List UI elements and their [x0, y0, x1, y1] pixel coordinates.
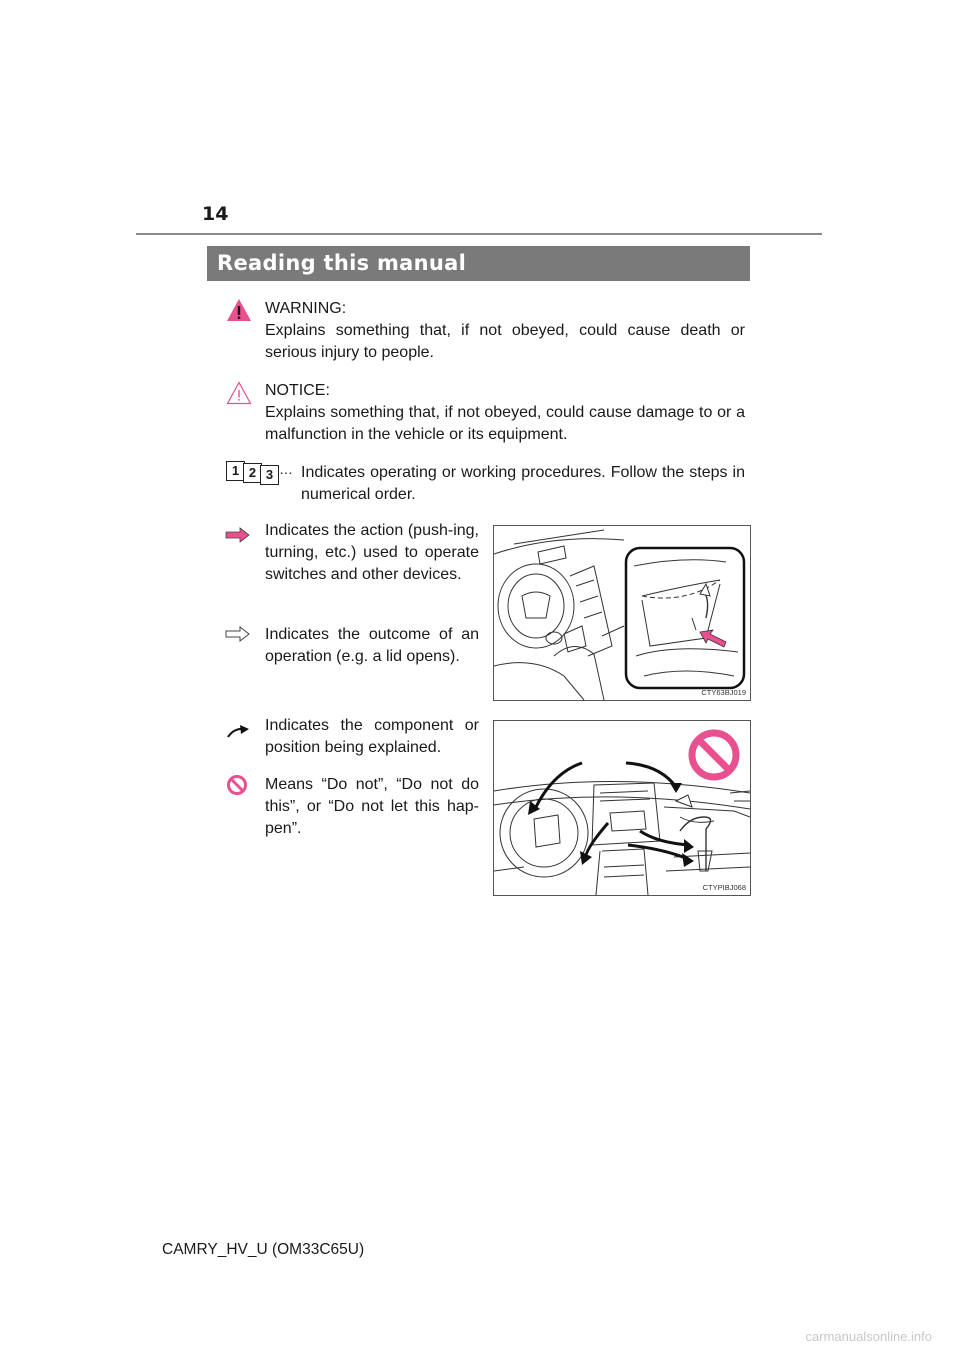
step-digit-2: 2: [243, 463, 262, 483]
warning-text: Explains something that, if not obeyed, could cause death or serious injury to people.: [265, 322, 745, 361]
warning-entry: [265, 298, 745, 364]
notice-icon: [226, 380, 252, 406]
notice-entry: [265, 380, 745, 446]
step-dots: …: [279, 461, 293, 477]
notice-label: NOTICE:: [265, 382, 330, 399]
step-numbers-icon: [226, 461, 298, 483]
step-digit-3: 3: [260, 465, 279, 485]
action-text: Indicates the action (push-ing, turning, etc.) used to operate switches and other devices.: [265, 522, 479, 583]
dashboard-drawing: [494, 721, 750, 895]
do-not-text: Means “Do not”, “Do not do this”, or “Do not let this hap-pen”.: [265, 776, 479, 837]
page-number: 14: [202, 203, 229, 225]
outcome-arrow-icon: [224, 625, 252, 643]
section-title: Reading this manual: [217, 251, 467, 275]
prohibition-icon: [226, 774, 248, 796]
steps-text: Indicates operating or working procedures. Follow the steps in numerical order.: [301, 464, 745, 503]
glovebox-illustration: [493, 525, 751, 701]
glovebox-figure-code: CTY63BJ019: [701, 688, 746, 697]
footer-document-code: CAMRY_HV_U (OM33C65U): [162, 1241, 365, 1258]
component-text: Indicates the component or position being explained.: [265, 717, 479, 756]
outcome-text: Indicates the outcome of an operation (e.g. a lid opens).: [265, 626, 479, 665]
step-digit-1: 1: [226, 461, 245, 481]
warning-icon: [226, 297, 252, 323]
section-banner: [207, 246, 750, 281]
glovebox-drawing: [494, 526, 750, 700]
notice-text: Explains something that, if not obeyed, could cause damage to or a malfunction in the vehicle or its equipment.: [265, 404, 745, 443]
action-arrow-icon: [224, 526, 252, 544]
watermark: carmanualsonline.info: [805, 1329, 932, 1344]
dashboard-illustration: [493, 720, 751, 896]
dashboard-figure-code: CTYPIBJ068: [702, 883, 746, 892]
header-rule: [136, 233, 822, 235]
warning-label: WARNING:: [265, 300, 347, 317]
component-pointer-icon: [226, 724, 250, 738]
